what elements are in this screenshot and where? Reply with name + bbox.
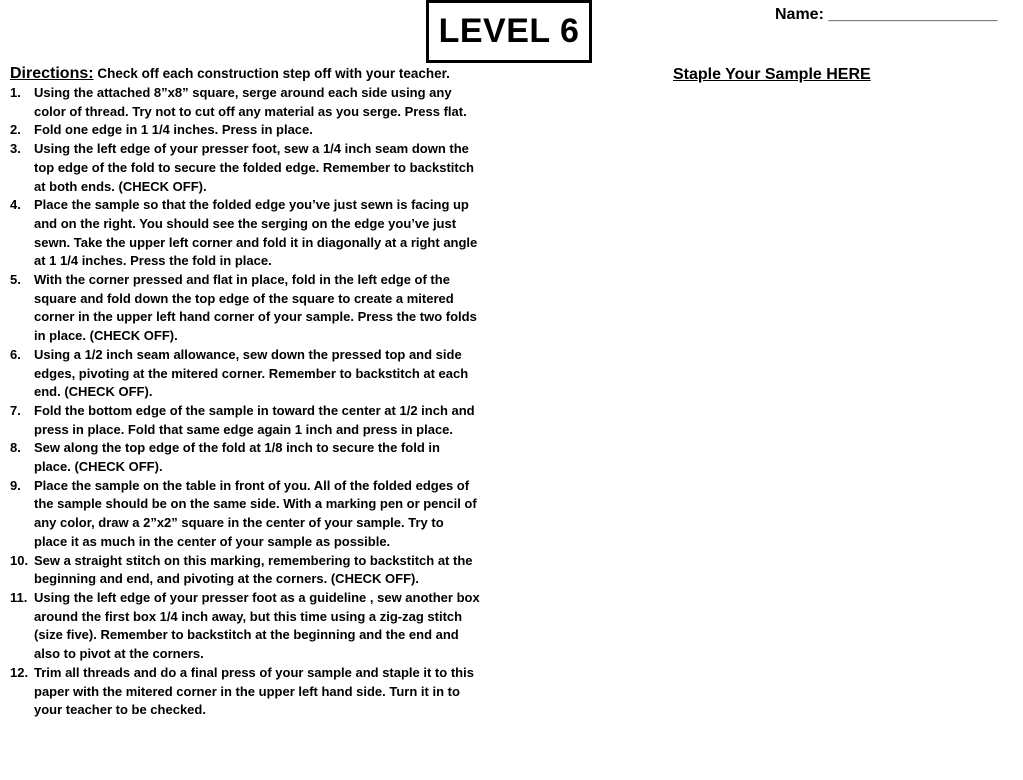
step-text: Fold the bottom edge of the sample in toward the center at 1/2 inch and press in place. Fold that same edge again 1 inch and press in place. xyxy=(34,402,475,437)
list-item xyxy=(10,84,480,121)
name-field: Name: ___________________ xyxy=(775,6,998,23)
step-text: Using the left edge of your presser foot, sew a 1/4 inch seam down the top edge of the fold to secure the folded edge. Remember to backstitch at both ends. (CHECK OFF). xyxy=(34,141,474,194)
directions-intro: Check off each construction step off with your teacher. xyxy=(97,66,450,81)
step-number: 8. xyxy=(10,440,21,456)
step-text: Using the attached 8”x8” square, serge around each side using any color of thread. Try not to cut off any material as you serge. Press flat. xyxy=(34,85,467,119)
step-number: 10. xyxy=(10,552,29,568)
directions-section xyxy=(10,64,480,720)
list-item xyxy=(10,552,480,589)
level-title-box xyxy=(426,0,592,63)
directions-header xyxy=(10,64,480,84)
directions-label: Directions: xyxy=(10,65,94,82)
list-item xyxy=(10,140,480,196)
step-text: With the corner pressed and flat in place, fold in the left edge of the square and fold down the top edge of the square to create a mitered corner in the upper left hand corner of your sample. Press the two folds in place. (CHECK OFF). xyxy=(34,272,477,344)
step-number: 1. xyxy=(10,85,21,100)
list-item xyxy=(10,121,480,140)
page-title: LEVEL 6 xyxy=(438,12,580,50)
list-item xyxy=(10,196,480,271)
step-number: 3. xyxy=(10,141,21,157)
step-number: 5. xyxy=(10,272,21,288)
step-text: Using a 1/2 inch seam allowance, sew down the pressed top and side edges, pivoting at the mitered corner. Remember to backstitch at each end. (CHECK OFF). xyxy=(34,346,469,400)
step-text: Fold one edge in 1 1/4 inches. Press in place. xyxy=(34,122,313,138)
step-number: 4. xyxy=(10,197,21,213)
step-text: Trim all threads and do a final press of your sample and staple it to this paper with the mitered corner in the upper left hand side. Turn it in to your teacher to be checked. xyxy=(34,664,474,718)
step-text: Place the sample on the table in front of you. All of the folded edges of the sample should be on the same side. With a marking pen or pencil of any color, draw a 2”x2” square in the center of your sample. Try to place it as much in the center of your sample as possible. xyxy=(34,477,477,549)
steps-list xyxy=(10,84,480,720)
step-number: 6. xyxy=(10,346,21,362)
step-number: 7. xyxy=(10,402,21,418)
step-number: 11. xyxy=(10,589,28,605)
step-text: Sew along the top edge of the fold at 1/8 inch to secure the fold in place. (CHECK OFF). xyxy=(34,440,440,475)
step-number: 9. xyxy=(10,477,21,493)
list-item xyxy=(10,439,480,476)
list-item xyxy=(10,402,480,439)
list-item xyxy=(10,271,480,346)
staple-note: Staple Your Sample HERE xyxy=(673,66,871,83)
step-text: Sew a straight stitch on this marking, remembering to backstitch at the beginning and end, and pivoting at the corners. (CHECK OFF). xyxy=(34,552,473,587)
step-number: 2. xyxy=(10,122,21,138)
list-item xyxy=(10,664,480,720)
step-text: Using the left edge of your presser foot as a guideline , sew another box around the first box 1/4 inch away, but this time using a zig-zag stitch (size five). Remember to backstitch at the beginning and the end and also to pivot at the corners. xyxy=(34,589,480,662)
step-number: 12. xyxy=(10,664,29,680)
list-item xyxy=(10,477,480,552)
step-text: Place the sample so that the folded edge you’ve just sewn is facing up and on the right. You should see the serging on the edge you’ve just sewn. Take the upper left corner and fold it in diagonally at a right angle at 1 1/4 inches. Press the fold in place. xyxy=(34,197,478,269)
list-item xyxy=(10,346,480,402)
list-item xyxy=(10,589,480,664)
